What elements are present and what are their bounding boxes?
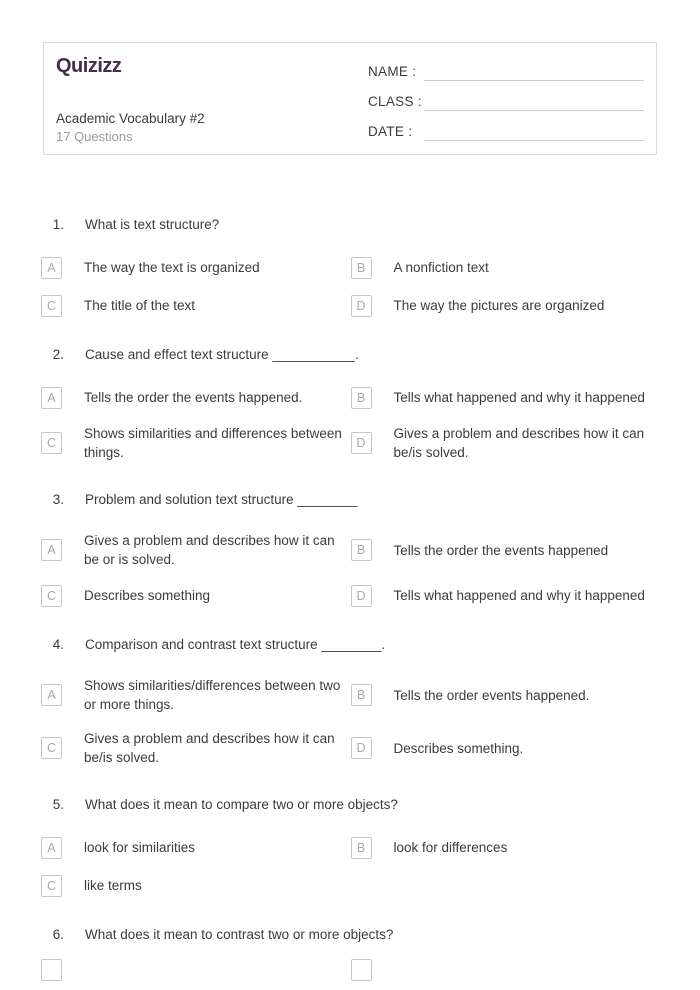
- option-text: look for similarities: [84, 840, 196, 855]
- option-letter-box: C: [41, 295, 62, 317]
- answer-option[interactable]: [351, 256, 661, 279]
- question-line: [41, 925, 660, 944]
- answer-option[interactable]: [41, 729, 351, 767]
- option-letter-box: A: [41, 387, 62, 409]
- option-text: The title of the text: [84, 298, 196, 313]
- student-info-field: [368, 51, 644, 81]
- options-grid: [41, 256, 660, 317]
- option-letter-box: C: [41, 432, 62, 454]
- worksheet-title: Academic Vocabulary #2: [56, 111, 205, 126]
- field-label: NAME :: [368, 64, 417, 79]
- question-line: [41, 490, 660, 509]
- field-input-line[interactable]: [424, 111, 644, 141]
- question-list: [41, 155, 660, 981]
- question-number: 4.: [52, 637, 64, 652]
- option-letter-box: B: [351, 837, 372, 859]
- answer-option[interactable]: [41, 874, 351, 897]
- answer-option[interactable]: [41, 584, 351, 607]
- option-text: Tells the order the events happened: [393, 542, 609, 558]
- question-line: [41, 215, 660, 234]
- option-text: like terms: [84, 878, 142, 893]
- option-letter-box: D: [351, 432, 372, 454]
- option-letter-box: [351, 959, 372, 981]
- question-line: [41, 345, 660, 364]
- field-label: CLASS :: [368, 94, 422, 109]
- answer-option[interactable]: [41, 958, 351, 981]
- option-text: Tells the order events happened.: [393, 687, 590, 703]
- option-text: Shows similarities and differences between things.: [84, 426, 342, 460]
- header-left: [44, 43, 205, 154]
- option-letter-box: C: [41, 585, 62, 607]
- question-line: [41, 795, 660, 814]
- question-number: 3.: [52, 492, 64, 507]
- option-letter-box: B: [351, 387, 372, 409]
- option-text: Describes something.: [393, 740, 524, 756]
- options-grid: [41, 386, 660, 462]
- option-text: Gives a problem and describes how it can be or is solved.: [84, 533, 335, 567]
- answer-option[interactable]: [351, 424, 661, 462]
- question-text: Comparison and contrast text structure ________.: [85, 637, 386, 652]
- options-grid: [41, 531, 660, 607]
- option-letter-box: B: [351, 539, 372, 561]
- question: [41, 215, 660, 317]
- option-letter-box: B: [351, 257, 372, 279]
- option-text: A nonfiction text: [393, 260, 489, 275]
- option-letter-box: B: [351, 684, 372, 706]
- answer-option[interactable]: [41, 836, 351, 859]
- answer-option[interactable]: [351, 531, 661, 569]
- field-label: DATE :: [368, 124, 413, 139]
- option-text: Shows similarities/differences between two or more things.: [84, 678, 341, 712]
- question-text: Cause and effect text structure ___________.: [85, 347, 359, 362]
- answer-option[interactable]: [351, 836, 661, 859]
- option-letter-box: A: [41, 257, 62, 279]
- student-info-fields: [368, 43, 656, 154]
- option-text: The way the pictures are organized: [393, 298, 605, 313]
- options-grid: [41, 958, 660, 981]
- question-number: 1.: [52, 217, 64, 232]
- worksheet-header: [43, 42, 657, 155]
- answer-option[interactable]: [41, 294, 351, 317]
- option-text: Tells what happened and why it happened: [393, 588, 645, 603]
- answer-option[interactable]: [351, 386, 661, 409]
- options-grid: [41, 676, 660, 767]
- question-text: What does it mean to compare two or more objects?: [85, 797, 398, 812]
- option-text: The way the text is organized: [84, 260, 260, 275]
- options-grid: [41, 836, 660, 897]
- answer-option[interactable]: [41, 256, 351, 279]
- question-number: 6.: [52, 927, 64, 942]
- question-text: Problem and solution text structure ________: [85, 492, 358, 507]
- quizizz-logo: Quizizz: [56, 55, 122, 77]
- option-letter-box: C: [41, 737, 62, 759]
- option-text: look for differences: [393, 840, 508, 855]
- field-input-line[interactable]: [424, 51, 644, 81]
- option-letter-box: D: [351, 737, 372, 759]
- option-text: Describes something: [84, 588, 211, 603]
- student-info-field: [368, 111, 644, 141]
- student-info-field: [368, 81, 644, 111]
- question: [41, 490, 660, 607]
- answer-option[interactable]: [351, 294, 661, 317]
- answer-option[interactable]: [351, 958, 661, 981]
- field-input-line[interactable]: [424, 81, 644, 111]
- answer-option[interactable]: [41, 386, 351, 409]
- option-letter-box: D: [351, 585, 372, 607]
- answer-option[interactable]: [41, 531, 351, 569]
- question-number: 5.: [52, 797, 64, 812]
- answer-option[interactable]: [351, 729, 661, 767]
- question: [41, 635, 660, 767]
- question: [41, 925, 660, 981]
- option-letter-box: A: [41, 837, 62, 859]
- answer-option[interactable]: [41, 424, 351, 462]
- question: [41, 795, 660, 897]
- option-text: Tells the order the events happened.: [84, 390, 303, 405]
- option-text: Gives a problem and describes how it can be/is solved.: [84, 731, 335, 765]
- question-number: 2.: [52, 347, 64, 362]
- answer-option[interactable]: [351, 676, 661, 714]
- option-letter-box: A: [41, 684, 62, 706]
- question: [41, 345, 660, 462]
- option-text: Tells what happened and why it happened: [393, 390, 645, 405]
- option-letter-box: A: [41, 539, 62, 561]
- option-letter-box: C: [41, 875, 62, 897]
- option-letter-box: [41, 959, 62, 981]
- question-text: What is text structure?: [85, 217, 220, 232]
- answer-option[interactable]: [351, 584, 661, 607]
- title-block: [56, 111, 205, 144]
- question-text: What does it mean to contrast two or more objects?: [85, 927, 394, 942]
- question-line: [41, 635, 660, 654]
- answer-option[interactable]: [41, 676, 351, 714]
- option-text: Gives a problem and describes how it can be/is solved.: [393, 426, 645, 460]
- question-count: 17 Questions: [56, 129, 133, 144]
- option-letter-box: D: [351, 295, 372, 317]
